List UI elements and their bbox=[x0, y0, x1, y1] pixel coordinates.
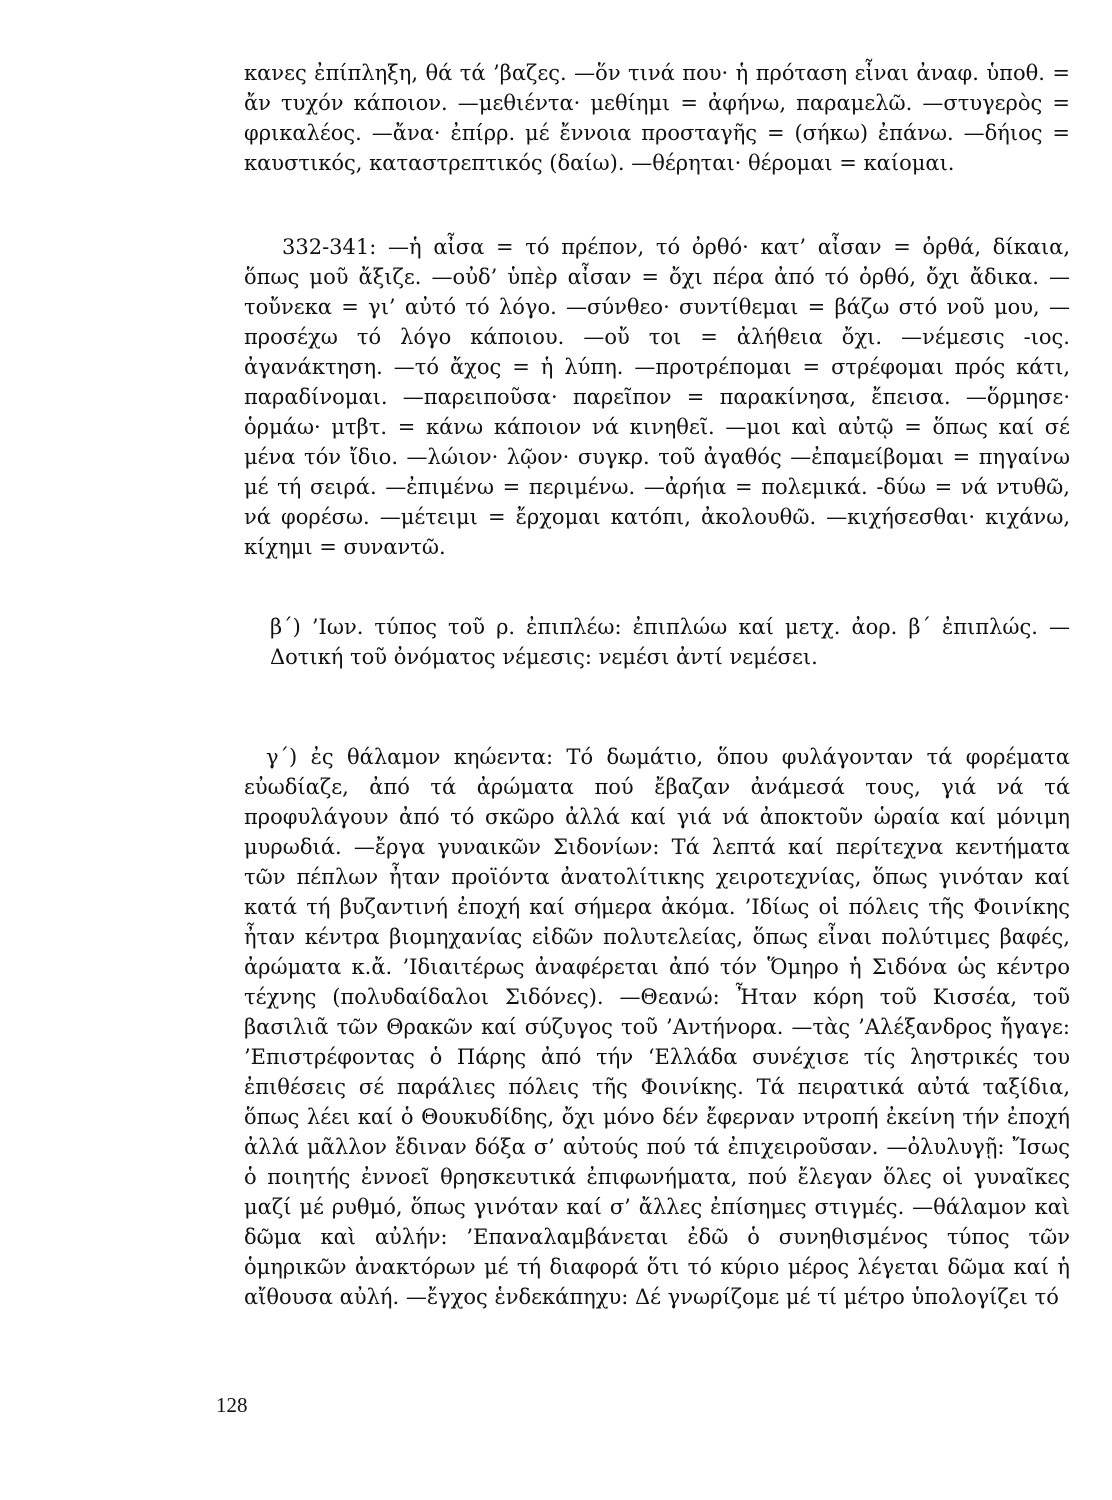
commentary-paragraph-gamma: γ΄) ἐς θάλαμον κηώεντα: Τό δωμάτιο, ὅπου φυλάγονταν τά φορέματα εὐωδίαζε, ἀπό τά ἀρώματα πού ἔβαζαν ἀνάμεσά τους, γιά νά τά προφυλάγουν ἀπό τό σκῶρο ἀλλά καί γιά νά ἀποκτοῦν ὡραία καί μόνιμη μυρωδιά. —ἔργα γυναικῶν Σιδονίων: Τά λεπτά καί περίτεχνα κεντήματα τῶν πέπλων ἦταν προϊόντα ἀνατολίτικης χειροτεχνίας, ὅπως γινόταν καί κατά τή βυζαντινή ἐποχή καί σήμερα ἀκόμα. ’Ιδίως οἱ πόλεις τῆς Φοινίκης ἦταν κέντρα βιομηχανίας εἰδῶν πολυτελείας, ὅπως εἶναι πολύτιμες βαφές, ἀρώματα κ.ἄ. ’Ιδιαιτέρως ἀναφέρεται ἀπό τόν Ὅμηρο ἡ Σιδόνα ὡς κέντρο τέχνης (πολυδαίδαλοι Σιδόνες). —Θεανώ: Ἦταν κόρη τοῦ Κισσέα, τοῦ βασιλιᾶ τῶν Θρακῶν καί σύζυγος τοῦ ’Αντήνορα. —τὰς ’Αλέξανδρος ἤγαγε: ’Επιστρέφοντας ὁ Πάρης ἀπό τήν ‘Ελλάδα συνέχισε τίς ληστρικές του ἐπιθέσεις σέ παράλιες πόλεις τῆς Φοινίκης. Τά πειρατικά αὐτά ταξίδια, ὅπως λέει καί ὁ Θουκυδίδης, ὄχι μόνο δέν ἔφερναν ντροπή ἐκείνη τήν ἐποχή ἀλλά μᾶλλον ἔδιναν δόξα σ’ αὐτούς πού τά ἐπιχειροῦσαν. —ὀλυλυγῇ: Ἴσως ὁ ποιητής ἐννοεῖ θρησκευτικά ἐπιφωνήματα, πού ἔλεγαν ὅλες οἱ γυναῖκες μαζί μέ ρυθμό, ὅπως γινόταν καί σ’ ἄλλες ἐπίσημες στιγμές. —θάλαμον καὶ δῶμα καὶ αὐλήν: ’Επαναλαμβάνεται ἐδῶ ὁ συνηθισμένος τύπος τῶν ὁμηρικῶν ἀνακτόρων μέ τή διαφορά ὅτι τό κύριο μέρος λέγεται δῶμα καί ἡ αἴθουσα αὐλή. —ἔγχος ἑνδεκάπηχυ: Δέ γνωρίζομε μέ τί μέτρο ὑπολογίζει τό bbox=[244, 745, 1070, 1309]
commentary-paragraph-332-341: 332-341: —ἡ αἶσα = τό πρέπον, τό ὀρθό· κατ’ αἶσαν = ὀρθά, δίκαια, ὅπως μοῦ ἄξιζε. —οὐδ’ ὑπὲρ αἶσαν = ὄχι πέρα ἀπό τό ὀρθό, ὄχι ἄδικα. —τοὔνεκα = γι’ αὐτό τό λόγο. —σύνθεο· συντίθεμαι = βάζω στό νοῦ μου, —προσέχω τό λόγο κάποιου. —οὔ τοι = ἀλήθεια ὄχι. —νέμεσις -ιος. ἀγανάκτηση. —τό ἄχος = ἡ λύπη. —προτρέπομαι = στρέφομαι πρός κάτι, παραδίνομαι. —παρειποῦσα· παρεῖπον = παρακίνησα, ἔπεισα. —ὅρμησε· ὁρμάω· μτβτ. = κάνω κάποιον νά κινηθεῖ. —μοι καὶ αὐτῷ = ὅπως καί σέ μένα τόν ἴδιο. —λώιον· λῷον· συγκρ. τοῦ ἀγαθός —ἐπαμείβομαι = πηγαίνω μέ τή σειρά. —ἐπιμένω = περιμένω. —ἀρήια = πολεμικά. -δύω = νά ντυθῶ, νά φορέσω. —μέτειμι = ἔρχομαι κατόπι, ἀκολουθῶ. —κιχήσεσθαι· κιχάνω, κίχημι = συναντῶ. bbox=[244, 235, 1070, 559]
commentary-paragraph-beta: β΄) ’Ιων. τύπος τοῦ ρ. ἐπιπλέω: ἐπιπλώω καί μετχ. ἀορ. β΄ ἐπιπλώς. —Δοτική τοῦ ὀνόματος νέμεσις: νεμέσι ἀντί νεμέσει. bbox=[270, 615, 1070, 669]
page-number: 128 bbox=[216, 1393, 248, 1417]
commentary-paragraph-1: κανες ἐπίπληξη, θά τά ’βαζες. —ὅν τινά που· ἡ πρόταση εἶναι ἀναφ. ὑποθ. = ἄν τυχόν κάποιον. —μεθιέντα· μεθίημι = ἀφήνω, παραμελῶ. —στυγερὸς = φρικαλέος. —ἄνα· ἐπίρρ. μέ ἔννοια προσταγῆς = (σήκω) ἐπάνω. —δήιος = καυστικός, καταστρεπτικός (δαίω). —θέρηται· θέρομαι = καίομαι. bbox=[244, 61, 1070, 175]
